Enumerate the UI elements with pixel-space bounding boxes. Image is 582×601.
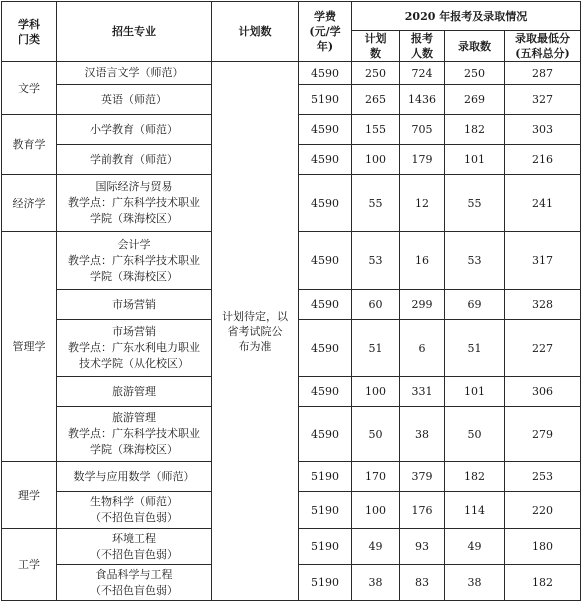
admitted-cell: 101 [445,377,505,407]
plan-count-cell: 265 [352,85,400,115]
header-major: 招生专业 [57,2,212,62]
major-cell: 生物科学（师范） （不招色盲色弱） [57,492,212,529]
applicants-cell: 705 [400,115,445,145]
header-min-score: 录取最低分 (五科总分) [505,31,581,62]
applicants-cell: 38 [400,407,445,462]
applicants-cell: 1436 [400,85,445,115]
admitted-cell: 182 [445,462,505,492]
min-score-cell: 317 [505,232,581,290]
major-cell: 食品科学与工程 （不招色盲色弱） [57,565,212,601]
major-cell: 旅游管理 教学点：广东科学技术职业 学院（珠海校区） [57,407,212,462]
category-cell: 教育学 [2,115,57,175]
admitted-cell: 250 [445,62,505,85]
major-cell: 市场营销 教学点：广东水利电力职业 技术学院（从化校区） [57,320,212,377]
plan-count-cell: 50 [352,407,400,462]
tuition-cell: 4590 [299,232,352,290]
tuition-cell: 5190 [299,492,352,529]
table-row [2,62,581,85]
major-cell: 小学教育（师范） [57,115,212,145]
tuition-cell: 5190 [299,529,352,565]
plan-count-cell: 170 [352,462,400,492]
admitted-cell: 53 [445,232,505,290]
min-score-cell: 227 [505,320,581,377]
min-score-cell: 327 [505,85,581,115]
admitted-cell: 55 [445,175,505,232]
plan-count-cell: 100 [352,145,400,175]
admitted-cell: 69 [445,290,505,320]
plan-count-cell: 38 [352,565,400,601]
admitted-cell: 38 [445,565,505,601]
applicants-cell: 379 [400,462,445,492]
min-score-cell: 253 [505,462,581,492]
header-admitted: 录取数 [445,31,505,62]
major-cell: 学前教育（师范） [57,145,212,175]
min-score-cell: 220 [505,492,581,529]
plan-count-cell: 100 [352,377,400,407]
tuition-cell: 4590 [299,115,352,145]
applicants-cell: 724 [400,62,445,85]
header-2020-group: 2020 年报考及录取情况 [352,2,581,31]
applicants-cell: 179 [400,145,445,175]
applicants-cell: 6 [400,320,445,377]
major-cell: 英语（师范） [57,85,212,115]
header-plan: 计划数 [212,2,299,62]
tuition-cell: 4590 [299,377,352,407]
major-cell: 会计学 教学点：广东科学技术职业 学院（珠海校区） [57,232,212,290]
category-cell: 理学 [2,462,57,529]
tuition-cell: 4590 [299,62,352,85]
tuition-cell: 5190 [299,462,352,492]
tuition-cell: 4590 [299,407,352,462]
plan-count-cell: 60 [352,290,400,320]
admitted-cell: 114 [445,492,505,529]
tuition-cell: 4590 [299,145,352,175]
major-cell: 汉语言文学（师范） [57,62,212,85]
min-score-cell: 306 [505,377,581,407]
admitted-cell: 101 [445,145,505,175]
plan-note-cell: 计划待定，以 省考试院公 布为准 [212,62,299,601]
tuition-cell: 4590 [299,320,352,377]
min-score-cell: 180 [505,529,581,565]
min-score-cell: 303 [505,115,581,145]
major-cell: 环境工程 （不招色盲色弱） [57,529,212,565]
applicants-cell: 299 [400,290,445,320]
admitted-cell: 49 [445,529,505,565]
category-cell: 管理学 [2,232,57,462]
category-cell: 文学 [2,62,57,115]
category-cell: 工学 [2,529,57,601]
min-score-cell: 328 [505,290,581,320]
applicants-cell: 331 [400,377,445,407]
applicants-cell: 83 [400,565,445,601]
major-cell: 国际经济与贸易 教学点：广东科学技术职业 学院（珠海校区） [57,175,212,232]
plan-count-cell: 53 [352,232,400,290]
plan-count-cell: 55 [352,175,400,232]
tuition-cell: 5190 [299,85,352,115]
major-cell: 数学与应用数学（师范） [57,462,212,492]
admitted-cell: 50 [445,407,505,462]
plan-count-cell: 49 [352,529,400,565]
min-score-cell: 216 [505,145,581,175]
min-score-cell: 287 [505,62,581,85]
applicants-cell: 176 [400,492,445,529]
major-cell: 旅游管理 [57,377,212,407]
tuition-cell: 4590 [299,290,352,320]
min-score-cell: 279 [505,407,581,462]
tuition-cell: 5190 [299,565,352,601]
min-score-cell: 241 [505,175,581,232]
admitted-cell: 51 [445,320,505,377]
plan-count-cell: 250 [352,62,400,85]
applicants-cell: 93 [400,529,445,565]
admitted-cell: 269 [445,85,505,115]
header-tuition: 学费 (元/学 年) [299,2,352,62]
major-cell: 市场营销 [57,290,212,320]
tuition-cell: 4590 [299,175,352,232]
applicants-cell: 12 [400,175,445,232]
min-score-cell: 182 [505,565,581,601]
admitted-cell: 182 [445,115,505,145]
applicants-cell: 16 [400,232,445,290]
plan-count-cell: 155 [352,115,400,145]
header-category: 学科 门类 [2,2,57,62]
header-applicants: 报考 人数 [400,31,445,62]
plan-count-cell: 51 [352,320,400,377]
admission-table [1,1,581,601]
category-cell: 经济学 [2,175,57,232]
plan-count-cell: 100 [352,492,400,529]
header-plan-count: 计划 数 [352,31,400,62]
